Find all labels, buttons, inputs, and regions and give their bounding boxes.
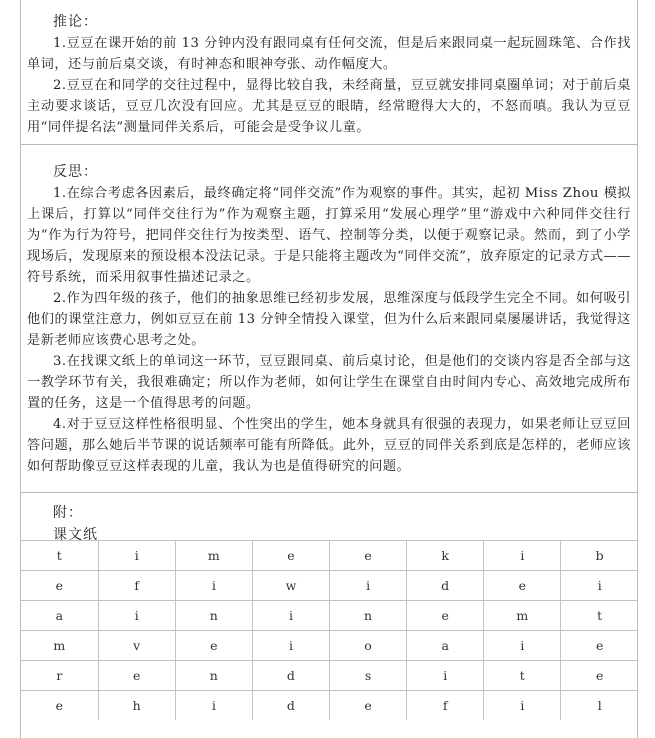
grid-row xyxy=(21,601,638,631)
grid-cell: i xyxy=(330,571,407,601)
appendix-heading: 附： xyxy=(53,505,83,521)
grid-cell: d xyxy=(252,691,329,721)
reflection-paragraph-2: 2.作为四年级的孩子，他们的抽象思维已经初步发展，思维深度与低段学生完全不同。如何吸引他们的课堂注意力，例如豆豆在前 13 分钟全情投入课堂，但为什么后来跟同桌屡屡讲话，我觉得这是新老师应该费心思考之处。 xyxy=(27,291,631,348)
reflection-heading: 反思： xyxy=(53,164,98,180)
worksheet-title: 课文纸 xyxy=(53,527,98,543)
inference-section xyxy=(21,0,637,145)
grid-row xyxy=(21,661,638,691)
grid-cell: i xyxy=(252,601,329,631)
grid-cell: i xyxy=(252,631,329,661)
reflection-paragraph-1: 1.在综合考虑各因素后，最终确定将“同伴交流”作为观察的事件。其实，起初 Miss Zhou 模拟上课后，打算以“同伴交往行为”作为观察主题，打算采用“发展心理学”里“游戏中六种同伴交往行为”作为行为符号，把同伴交往行为按类型、语气、控制等分类，以便于观察记录。然而，到了小学现场后，发现原来的预设根本没法记录。于是只能将主题改为“同伴交流”，放弃原定的记录方式——符号系统，而采用叙事性描述记录之。 xyxy=(27,186,631,285)
grid-cell: i xyxy=(484,691,561,721)
grid-cell: i xyxy=(407,661,484,691)
grid-cell: a xyxy=(407,631,484,661)
grid-cell: l xyxy=(561,691,638,721)
grid-cell: e xyxy=(21,571,98,601)
grid-row xyxy=(21,631,638,661)
grid-cell: i xyxy=(175,571,252,601)
grid-cell: e xyxy=(98,661,175,691)
grid-cell: m xyxy=(484,601,561,631)
inference-paragraph-1: 1.豆豆在课开始的前 13 分钟内没有跟同桌有任何交流，但是后来跟同桌一起玩圆珠笔、合作找单词，还与前后桌交谈，有时神态和眼神夸张、动作幅度大。 xyxy=(27,36,631,72)
grid-cell: e xyxy=(561,631,638,661)
grid-cell: e xyxy=(330,691,407,721)
grid-cell: f xyxy=(407,691,484,721)
grid-cell: o xyxy=(330,631,407,661)
grid-row xyxy=(21,691,638,721)
grid-cell: n xyxy=(175,661,252,691)
grid-cell: e xyxy=(407,601,484,631)
grid-cell: t xyxy=(484,661,561,691)
grid-cell: m xyxy=(175,541,252,571)
inference-paragraph-2: 2.豆豆在和同学的交往过程中，显得比较自我，未经商量，豆豆就安排同桌圈单词；对于前后桌主动要求谈话，豆豆几次没有回应。尤其是豆豆的眼睛，经常瞪得大大的，不怒而嗔。我认为豆豆用“同伴提名法”测量同伴关系后，可能会是受争议儿童。 xyxy=(27,78,631,135)
grid-cell: r xyxy=(21,661,98,691)
grid-cell: t xyxy=(561,601,638,631)
grid-cell: i xyxy=(484,541,561,571)
grid-cell: n xyxy=(330,601,407,631)
grid-cell: t xyxy=(21,541,98,571)
document-page xyxy=(20,0,638,738)
grid-cell: m xyxy=(21,631,98,661)
inference-heading: 推论： xyxy=(53,14,98,30)
grid-cell: i xyxy=(561,571,638,601)
grid-cell: e xyxy=(252,541,329,571)
grid-cell: h xyxy=(98,691,175,721)
grid-cell: k xyxy=(407,541,484,571)
grid-cell: d xyxy=(407,571,484,601)
grid-cell: n xyxy=(175,601,252,631)
reflection-paragraph-3: 3.在找课文纸上的单词这一环节，豆豆跟同桌、前后桌讨论，但是他们的交谈内容是否全部与这一教学环节有关，我很难确定；所以作为老师，如何让学生在课堂自由时间内专心、高效地完成所布置的任务，这是一个值得思考的问题。 xyxy=(27,354,631,411)
grid-cell: i xyxy=(484,631,561,661)
grid-cell: e xyxy=(21,691,98,721)
reflection-section xyxy=(21,145,637,493)
grid-cell: b xyxy=(561,541,638,571)
grid-cell: e xyxy=(484,571,561,601)
letter-grid xyxy=(21,540,638,720)
grid-row xyxy=(21,541,638,571)
grid-cell: i xyxy=(98,601,175,631)
grid-row xyxy=(21,571,638,601)
grid-cell: e xyxy=(561,661,638,691)
grid-cell: v xyxy=(98,631,175,661)
reflection-paragraph-4: 4.对于豆豆这样性格很明显、个性突出的学生，她本身就具有很强的表现力，如果老师让豆豆回答问题，那么她后半节课的说话频率可能有所降低。此外，豆豆的同伴关系到底是怎样的，老师应该如何帮助像豆豆这样表现的儿童，我认为也是值得研究的问题。 xyxy=(27,417,631,474)
grid-cell: s xyxy=(330,661,407,691)
grid-cell: a xyxy=(21,601,98,631)
grid-cell: d xyxy=(252,661,329,691)
appendix-section xyxy=(21,493,637,545)
grid-cell: i xyxy=(175,691,252,721)
grid-cell: e xyxy=(330,541,407,571)
grid-cell: i xyxy=(98,541,175,571)
grid-cell: e xyxy=(175,631,252,661)
grid-cell: f xyxy=(98,571,175,601)
grid-cell: w xyxy=(252,571,329,601)
